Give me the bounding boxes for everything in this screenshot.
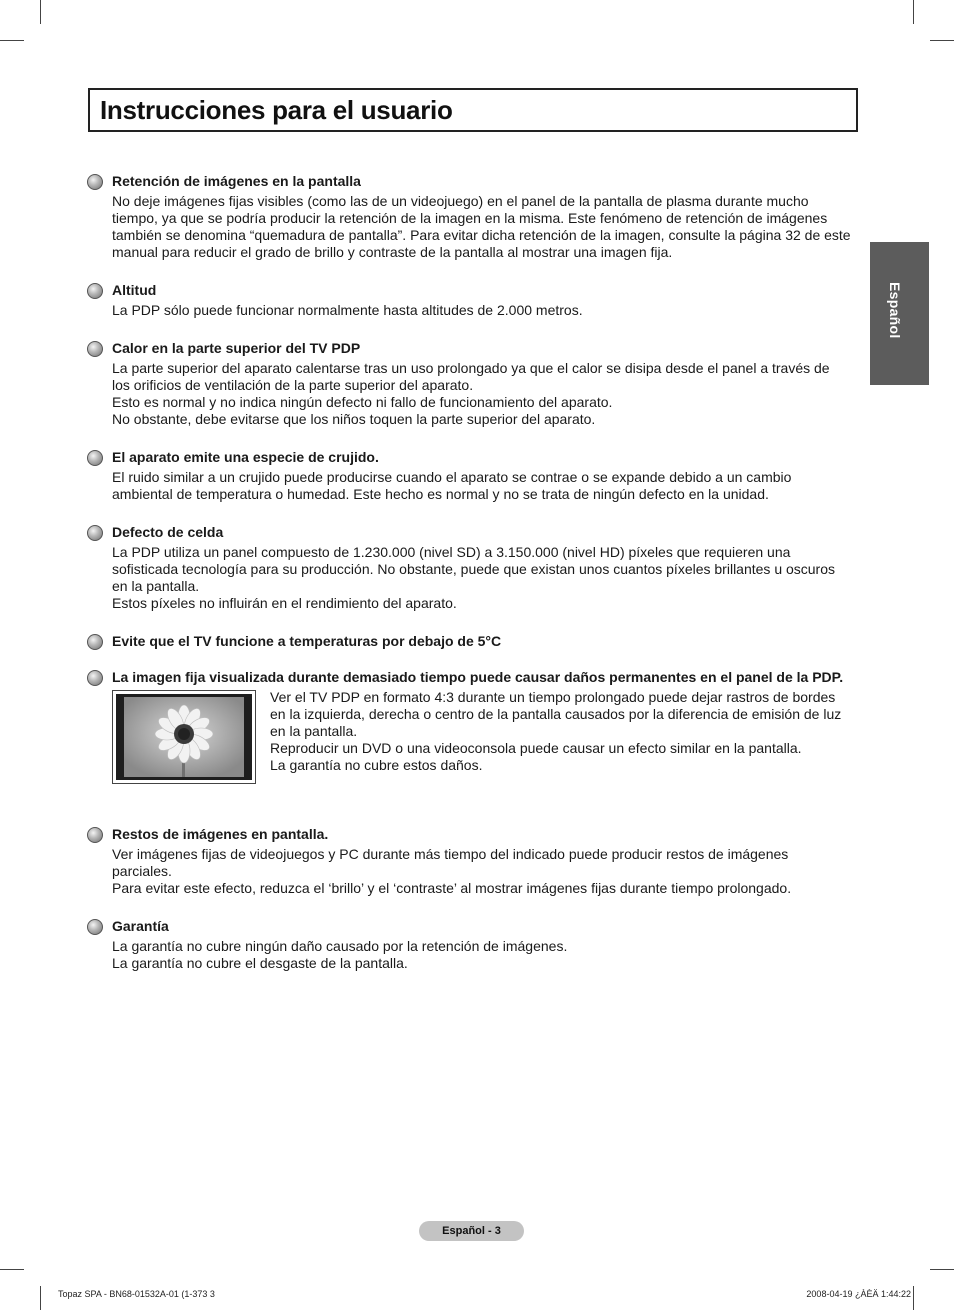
section-heading-text: Evite que el TV funcione a temperaturas por debajo de 5°C <box>112 633 502 649</box>
instruction-section <box>86 280 851 319</box>
body-paragraph: La parte superior del aparato calentarse tras un uso prolongado ya que el calor se disipa desde el panel a través de los orificios de ventilación de la parte superior del aparato. <box>112 360 830 393</box>
body-paragraph: Reproducir un DVD o una videoconsola puede causar un efecto similar en la pantalla. <box>270 740 802 756</box>
image-with-text <box>86 689 851 784</box>
bullet-icon <box>87 341 103 357</box>
section-heading <box>86 631 851 651</box>
bullet-icon <box>87 174 103 190</box>
language-tab-label: Español <box>887 282 903 339</box>
body-paragraph: No deje imágenes fijas visibles (como las de un videojuego) en el panel de la pantalla de plasma durante mucho tiempo, ya que se podría producir la retención de la imagen en la misma. Este fenómeno de retención de imágenes también se denomina “quemadura de pantalla”. Para evitar dicha retención de la imagen, consulte la página 32 de este manual para reducir el grado de brillo y contraste de la pantalla al mostrar una imagen fija. <box>112 193 851 260</box>
section-heading-text: Defecto de celda <box>112 524 224 540</box>
language-side-tab <box>870 242 929 385</box>
section-heading <box>86 522 851 542</box>
section-body <box>270 689 851 784</box>
body-paragraph: Estos píxeles no influirán en el rendimiento del aparato. <box>112 595 457 611</box>
crop-mark <box>40 0 41 24</box>
section-heading-text: Calor en la parte superior del TV PDP <box>112 340 361 356</box>
section-heading <box>86 447 851 467</box>
body-paragraph: Para evitar este efecto, reduzca el ‘brillo’ y el ‘contraste’ al mostrar imágenes fijas durante tiempo prolongado. <box>112 880 792 896</box>
bullet-icon <box>87 283 103 299</box>
body-paragraph: La garantía no cubre el desgaste de la pantalla. <box>112 955 408 971</box>
section-heading-text: Garantía <box>112 918 169 934</box>
section-body <box>86 360 851 428</box>
page-title-box <box>88 88 858 132</box>
instruction-section <box>86 667 851 784</box>
section-heading-text: Restos de imágenes en pantalla. <box>112 826 329 842</box>
section-body <box>86 938 851 972</box>
body-paragraph: La PDP utiliza un panel compuesto de 1.230.000 (nivel SD) a 3.150.000 (nivel HD) píxeles que requieren una sofisticada tecnología para su producción. No obstante, puede que existan unos cuantos píxeles brillantes u oscuros en la pantalla. <box>112 544 836 594</box>
body-paragraph: El ruido similar a un crujido puede producirse cuando el aparato se contrae o se expande debido a un cambio ambiental de temperatura o humedad. Este hecho es normal y no se trata de ningún defecto en la unidad. <box>112 469 792 502</box>
section-heading <box>86 824 851 844</box>
section-heading <box>86 667 851 687</box>
crop-mark <box>0 1269 24 1270</box>
page-title: Instrucciones para el usuario <box>100 95 453 125</box>
crop-mark <box>0 40 24 41</box>
print-info-right: 2008-04-19 ¿ÀÈÄ 1:44:22 <box>806 1289 911 1299</box>
instruction-section <box>86 447 851 503</box>
print-info-left: Topaz SPA - BN68-01532A-01 (1-373 3 <box>58 1289 215 1299</box>
crop-mark <box>913 1286 914 1310</box>
section-body <box>86 846 851 897</box>
bullet-icon <box>87 450 103 466</box>
section-heading-text: Altitud <box>112 282 157 298</box>
section-body <box>86 469 851 503</box>
body-paragraph: Esto es normal y no indica ningún defecto ni fallo de funcionamiento del aparato. <box>112 394 613 410</box>
bullet-icon <box>87 827 103 843</box>
body-paragraph: No obstante, debe evitarse que los niños toquen la parte superior del aparato. <box>112 411 596 427</box>
crop-mark <box>930 1269 954 1270</box>
instruction-section <box>86 824 851 897</box>
section-body <box>86 544 851 612</box>
bullet-icon <box>87 634 103 650</box>
section-heading-text: Retención de imágenes en la pantalla <box>112 173 361 189</box>
instruction-section <box>86 522 851 612</box>
page-number-badge: Español - 3 <box>419 1221 524 1241</box>
bullet-icon <box>87 919 103 935</box>
body-paragraph: La garantía no cubre ningún daño causado por la retención de imágenes. <box>112 938 568 954</box>
crop-mark <box>930 40 954 41</box>
instruction-section <box>86 171 851 261</box>
section-heading <box>86 171 851 191</box>
crop-mark <box>913 0 914 24</box>
crop-mark <box>40 1286 41 1310</box>
section-heading-text: La imagen fija visualizada durante demasiado tiempo puede causar daños permanentes en el panel de la PDP. <box>112 669 844 685</box>
instruction-section <box>86 338 851 428</box>
section-body <box>86 302 851 319</box>
instruction-section <box>86 916 851 972</box>
section-body <box>86 193 851 261</box>
bullet-icon <box>87 670 103 686</box>
instruction-section <box>86 631 851 651</box>
section-heading-text: El aparato emite una especie de crujido. <box>112 449 379 465</box>
instructions-content <box>86 171 851 991</box>
body-paragraph: Ver el TV PDP en formato 4:3 durante un tiempo prolongado puede dejar rastros de bordes en la izquierda, derecha o centro de la pantalla causados por la diferencia de emisión de luz en la pantalla. <box>270 689 842 739</box>
bullet-icon <box>87 525 103 541</box>
body-paragraph: La garantía no cubre estos daños. <box>270 757 483 773</box>
section-heading <box>86 916 851 936</box>
flower-screen-image <box>112 690 256 784</box>
section-heading <box>86 338 851 358</box>
body-paragraph: Ver imágenes fijas de videojuegos y PC durante más tiempo del indicado puede producir restos de imágenes parciales. <box>112 846 789 879</box>
section-heading <box>86 280 851 300</box>
body-paragraph: La PDP sólo puede funcionar normalmente hasta altitudes de 2.000 metros. <box>112 302 583 318</box>
